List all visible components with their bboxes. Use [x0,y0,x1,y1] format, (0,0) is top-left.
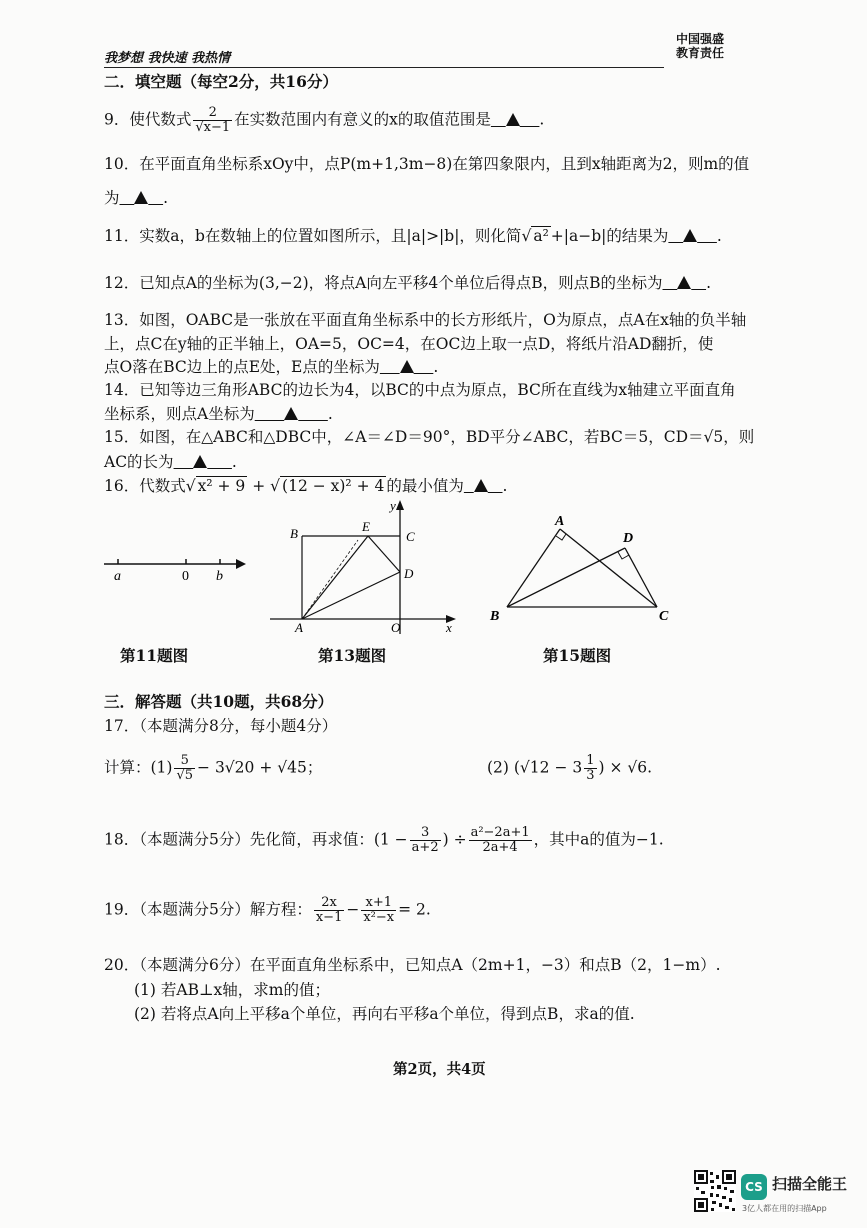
arrow-head-icon [236,559,246,569]
question-19: 19．（本题满分5分）解方程： $\frac{2x}{x-1}$ − $\frac{x+1}{\text{x²−x}}$ = 2. [104,895,431,925]
question-15-line1: 15．如图，在△ABC和△DBC中，∠A＝∠D＝90°，BD平分∠ABC，若BC＝5，CD＝√5，则 [104,428,755,446]
question-17-part2: (2) (√12 − 3 $\frac{1}{3}$ ) × √6. [487,753,653,783]
stamp-line2: 教育责任 [676,46,725,60]
label-a: a [114,569,121,584]
label-A: A [555,514,565,529]
question-13-line1: 13．如图，OABC是一张放在平面直角坐标系中的长方形纸片，O为原点，点A在x轴的负半轴 [104,311,747,329]
label-C: C [659,609,669,624]
question-17-part1: 计算：(1) $\frac{5}{√5}$ − 3√20 + √45； [104,753,323,783]
section2-title: 二．填空题（每空2分，共16分） [104,72,338,91]
question-20-line3: (2) 若将点A向上平移a个单位，再向右平移a个单位，得到点B，求a的值. [134,1005,635,1023]
answer-triangle-icon [134,191,148,204]
stamp-line1: 中国强盛 [676,32,725,46]
question-18: 18．（本题满分5分）先化简，再求值：(1 − $\frac{3}{a+2}$ ) ÷ $\frac{\text{a²−2a+1}}{2a+4}$ ，其中a的值为−1. [104,825,664,855]
answer-triangle-icon [400,360,414,373]
scanner-app-tagline: 3亿人都在用的扫描App [742,1204,827,1213]
question-14-line1: 14．已知等边三角形ABC的边长为4，以BC的中点为原点，BC所在直线为x轴建立平面直角 [104,381,736,399]
question-10-line2: 为 . [104,189,169,207]
figure-11-number-line [100,548,250,588]
label-B: B [290,526,298,541]
question-20-line1: 20．（本题满分6分）在平面直角坐标系中，已知点A（2m+1，−3）和点B（2，1−m）. [104,956,721,974]
qr-code-icon [694,1170,736,1212]
question-15-line2: AC的长为 . [104,453,237,471]
question-20-line2: (1) 若AB⊥x轴，求m的值； [134,981,330,999]
question-12: 12．已知点A的坐标为(3,−2)，将点A向左平移4个单位后得点B，则点B的坐标为 . [104,274,711,292]
question-10-line1: 10．在平面直角坐标系xOy中，点P(m+1,3m−8)在第四象限内，且到x轴距离为2，则m的值 [104,155,750,173]
question-17-head: 17．（本题满分8分，每小题4分） [104,717,338,735]
section3-title: 三．解答题（共10题，共68分） [104,692,334,711]
label-y: y [390,498,396,513]
label-C: C [406,529,415,544]
label-O: O [391,620,401,635]
scanner-app-name: 扫描全能王 [772,1175,848,1193]
question-14-line2: 坐标系，则点A坐标为 . [104,405,333,423]
answer-triangle-icon [193,455,207,468]
label-B: B [490,609,500,624]
label-b: b [216,569,223,584]
question-16: 16．代数式√ x² + 9 + √ (12 − x)² + 4 的最小值为 . [104,477,508,495]
header-stamp [676,32,724,60]
figure-15-caption: 第15题图 [543,646,612,665]
figure-13-caption: 第13题图 [318,646,387,665]
label-x: x [446,620,452,635]
answer-triangle-icon [474,479,488,492]
label-E: E [362,519,370,534]
scanner-app-logo-icon: CS [741,1174,767,1200]
label-D: D [623,531,634,546]
question-13-line2: 上，点C在y轴的正半轴上，OA=5，OC=4，在OC边上取一点D，将纸片沿AD翻折，使 [104,335,714,353]
header-rule [104,67,664,68]
answer-triangle-icon [506,113,520,126]
answer-triangle-icon [677,276,691,289]
label-0: 0 [182,569,189,584]
question-13-line3: 点O落在BC边上的点E处，E点的坐标为 . [104,358,439,376]
page-number: 第2页，共4页 [393,1061,486,1078]
answer-triangle-icon [284,407,298,420]
y-axis-arrow-icon [396,500,404,510]
figure-11-caption: 第11题图 [120,646,189,665]
figure-13-diagram [270,498,460,638]
figure-15-diagram [485,510,685,628]
header-motto: 我梦想 我快速 我热情 [104,51,231,66]
answer-triangle-icon [683,229,697,242]
question-11: 11．实数a，b在数轴上的位置如图所示，且|a|>|b|，则化简√ a² +|a−b|的结果为 . [104,227,722,245]
label-D: D [404,566,414,581]
label-A: A [295,620,303,635]
question-9: 9．使代数式 $\frac{2}{√x-1}$ 在实数范围内有意义的x的取值范围是 . [104,105,545,135]
